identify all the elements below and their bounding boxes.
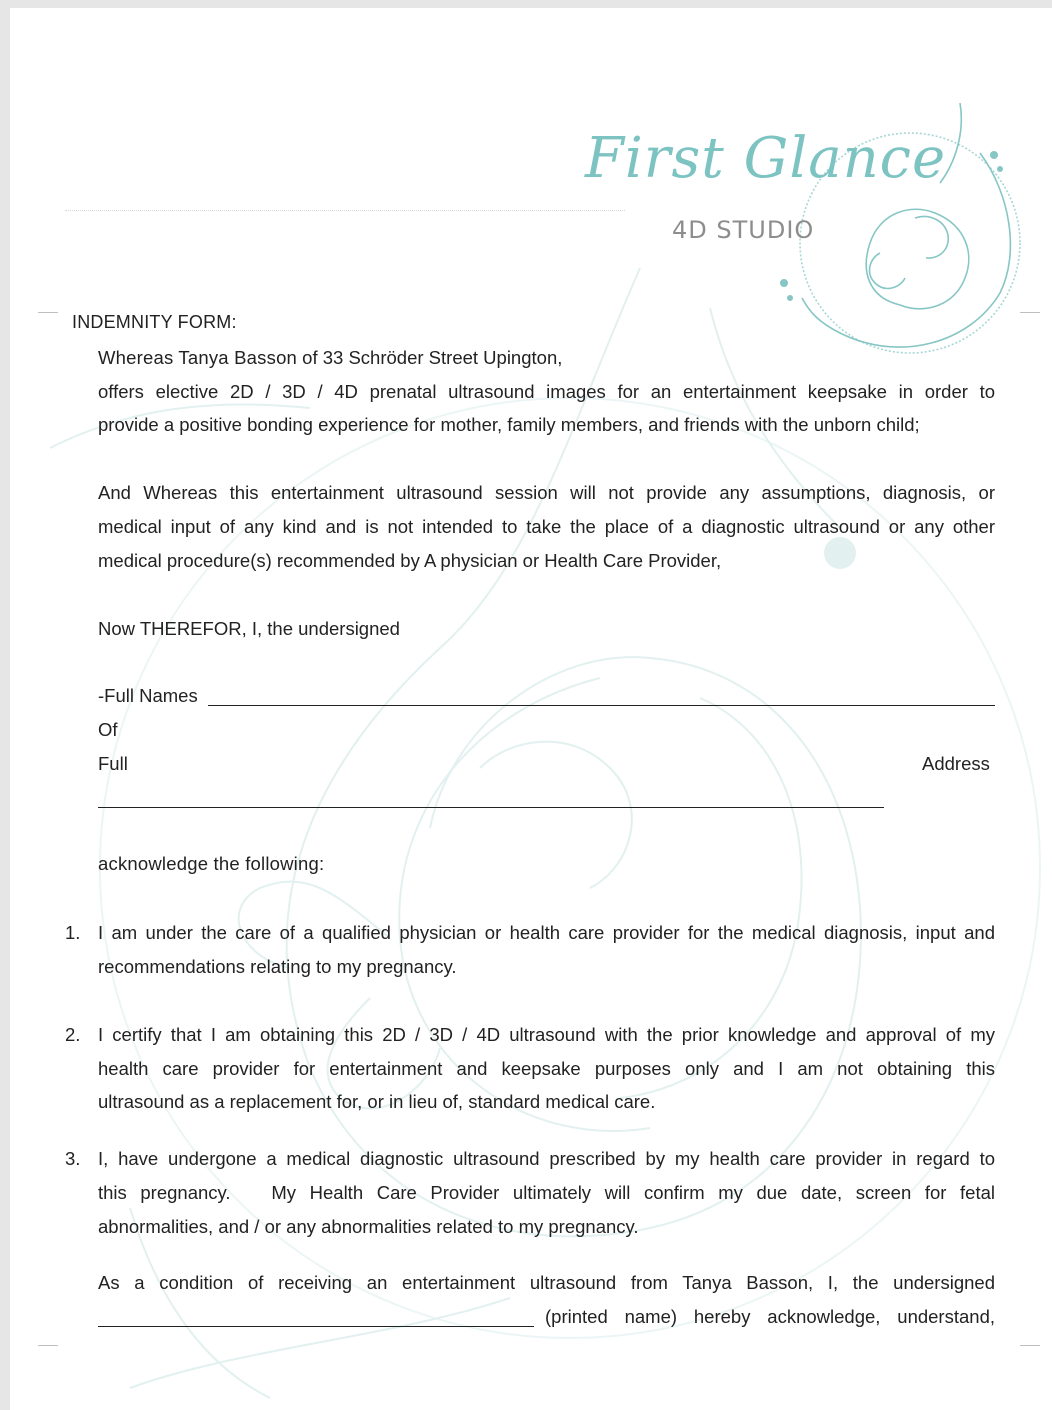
item-2-line-3: ultrasound as a replacement for, or in lieu of, standard medical care.: [98, 1091, 656, 1112]
whereas-line-3: medical procedure(s) recommended by A physician or Health Care Provider,: [98, 550, 722, 571]
full-names-label: -Full Names: [98, 685, 198, 706]
item-number: 3.: [65, 1148, 81, 1169]
item-2-line-2: health care provider for entertainment and keepsake purposes only and I am not obtaining this: [98, 1058, 995, 1079]
margin-mark: [1020, 312, 1040, 313]
item-2-line-1: I certify that I am obtaining this 2D / 3D / 4D ultrasound with the prior knowledge and approval of my: [98, 1024, 995, 1045]
item-3-line-2: this pregnancy. My Health Care Provider ultimately will confirm my due date, screen for fetal: [98, 1182, 995, 1203]
of-label: Of: [98, 719, 118, 740]
address-line[interactable]: [98, 807, 884, 808]
margin-mark: [1020, 1345, 1040, 1346]
document-page: [10, 8, 1052, 1410]
intro-line-3: provide a positive bonding experience for mother, family members, and friends with the unborn child;: [98, 414, 920, 435]
whereas-line-2: medical input of any kind and is not intended to take the place of a diagnostic ultrasound or any other: [98, 516, 995, 537]
whereas-line-1: And Whereas this entertainment ultrasound session will not provide any assumptions, diagnosis, or: [98, 482, 995, 503]
item-number: 1.: [65, 922, 81, 943]
full-label: Full: [98, 753, 128, 774]
margin-mark: [38, 312, 58, 313]
printed-name-line[interactable]: [98, 1326, 534, 1327]
intro-line-2: offers elective 2D / 3D / 4D prenatal ultrasound images for an entertainment keepsake in order to: [98, 381, 995, 402]
full-names-line[interactable]: [208, 705, 995, 706]
header-rule: [65, 210, 625, 211]
address-label: Address: [922, 753, 990, 774]
form-heading: INDEMNITY FORM:: [72, 312, 237, 332]
item-number: 2.: [65, 1024, 81, 1045]
logo-title: First Glance: [585, 126, 947, 191]
margin-mark: [38, 1345, 58, 1346]
item-1-line-2: recommendations relating to my pregnancy.: [98, 956, 457, 977]
therefor-line: Now THEREFOR, I, the undersigned: [98, 618, 400, 639]
intro-line-1: Whereas Tanya Basson of 33 Schröder Street Upington,: [98, 347, 563, 368]
logo-subtitle: 4D STUDIO: [672, 216, 815, 244]
item-1-line-1: I am under the care of a qualified physician or health care provider for the medical diagnosis, input and: [98, 922, 995, 943]
item-3-line-3: abnormalities, and / or any abnormalities related to my pregnancy.: [98, 1216, 639, 1237]
provider-name: Whereas Tanya Basson: [98, 347, 298, 368]
acknowledge-heading: acknowledge the following:: [98, 853, 325, 874]
condition-line-1: As a condition of receiving an entertainment ultrasound from Tanya Basson, I, the undersigned: [98, 1272, 995, 1293]
condition-line-2: (printed name) hereby acknowledge, understand,: [545, 1306, 995, 1327]
item-3-line-1: I, have undergone a medical diagnostic ultrasound prescribed by my health care provider in regard to: [98, 1148, 995, 1169]
